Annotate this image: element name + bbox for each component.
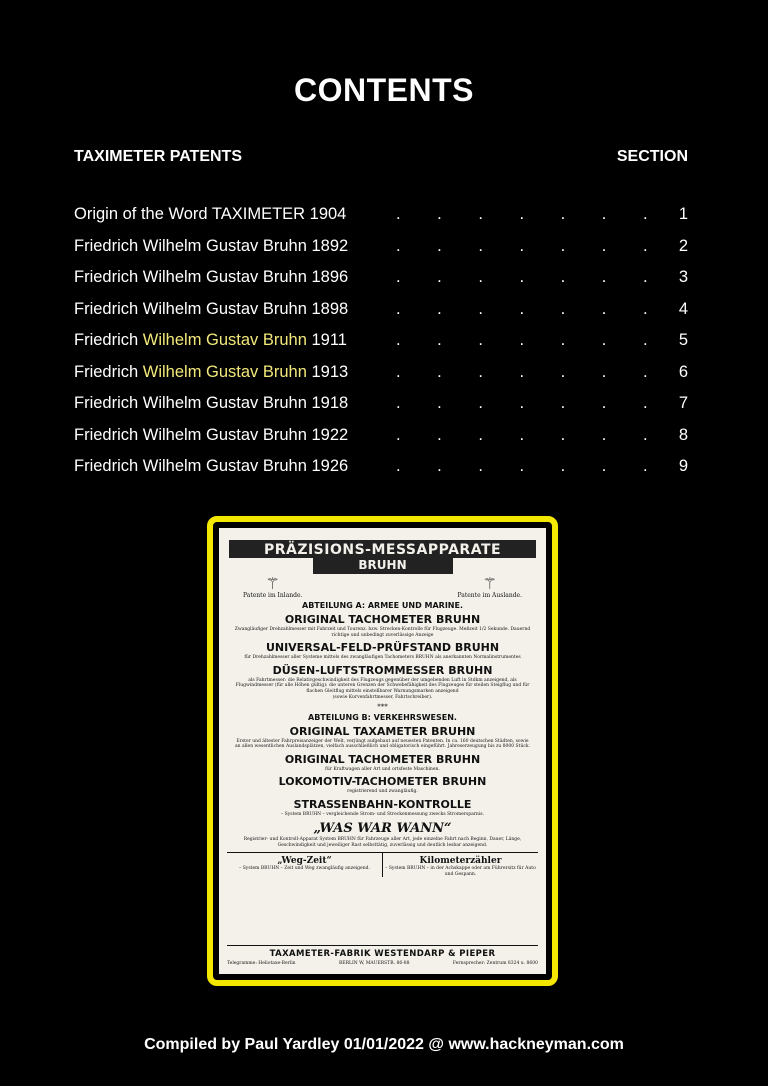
- toc-section-number: 9: [678, 457, 688, 475]
- trademark-logo-icon: ⚚: [482, 574, 497, 593]
- leader-dot: .: [519, 236, 525, 255]
- leader-dot: .: [642, 299, 648, 318]
- leader-dot: .: [560, 268, 566, 286]
- leader-dot: .: [437, 457, 442, 475]
- leader-dot: .: [642, 331, 648, 349]
- toc-row: [74, 200, 688, 232]
- leader-dot: .: [642, 457, 648, 475]
- leader-dot: .: [601, 205, 607, 223]
- leader-dot: .: [560, 394, 566, 412]
- toc-entry-title: [74, 326, 347, 354]
- highlighted-text: Wilhelm Gustav Bruhn: [142, 362, 307, 381]
- page-title: CONTENTS: [294, 72, 474, 108]
- footer-address: BERLIN W, MAUERSTR. 86-88: [339, 961, 410, 966]
- section-heading: SECTION: [616, 148, 688, 165]
- leader-dot: .: [478, 299, 483, 318]
- poster-banner-sub: BRUHN: [313, 558, 453, 574]
- leader-dot: .: [478, 331, 483, 349]
- leader-dot: .: [478, 205, 483, 223]
- entry-text: 1913: [306, 362, 349, 381]
- leader-dot: .: [642, 362, 648, 381]
- leader-dot: .: [519, 268, 525, 286]
- dot-leader: [396, 452, 646, 480]
- leader-dot: .: [560, 457, 566, 475]
- entry-text: Friedrich Wilhelm Gustav Bruhn 1918: [74, 394, 349, 412]
- entry-text: Friedrich Wilhelm Gustav Bruhn 1892: [74, 236, 349, 255]
- leader-dot: .: [396, 425, 401, 444]
- footer-telegram: Telegramme: Heliotaxe-Berlin: [227, 961, 296, 966]
- toc-entry-title: [74, 263, 348, 291]
- leader-dot: .: [601, 362, 607, 381]
- leader-dot: .: [437, 205, 442, 223]
- trademark-logo-icon: ⚚: [265, 574, 280, 593]
- leader-dot: .: [396, 268, 401, 286]
- toc-section-number: 6: [678, 362, 688, 381]
- patent-left: [243, 576, 302, 599]
- toc-section-number: 8: [678, 425, 688, 444]
- toc-section-number: 2: [678, 236, 688, 255]
- leader-dot: .: [560, 331, 566, 349]
- table-of-contents: [74, 200, 688, 484]
- leader-dot: .: [478, 425, 483, 444]
- leader-dot: .: [601, 268, 607, 286]
- toc-entry-title: [74, 232, 348, 260]
- leader-dot: .: [519, 362, 525, 381]
- product-title: UNIVERSAL-FELD-PRÜFSTAND BRUHN: [265, 641, 500, 654]
- box-text: – System BRUHN – in der Achskappe oder am Führersitz für Auto und Gespann.: [385, 866, 536, 877]
- leader-dot: .: [519, 331, 525, 349]
- leader-dot: .: [396, 331, 401, 349]
- kilometerzaehler-box: [382, 853, 538, 877]
- poster-frame: [207, 516, 558, 986]
- product-title: ORIGINAL TACHOMETER BRUHN: [284, 613, 481, 626]
- product-title: STRASSENBAHN-KONTROLLE: [293, 797, 472, 811]
- leader-dot: .: [642, 236, 648, 255]
- leader-dot: .: [396, 236, 401, 255]
- patents-abroad: Patente im Auslande.: [457, 592, 522, 599]
- dot-leader: [396, 200, 646, 228]
- toc-entry-title: [74, 200, 346, 228]
- toc-entry-title: [74, 358, 348, 386]
- leader-dot: .: [560, 299, 566, 318]
- product-title: DÜSEN-LUFTSTROMMESSER BRUHN: [272, 663, 493, 677]
- product-text: als Fahrtmesser: die Relativgeschwindigkeit des Flugzeugs gegenüber der umgebenden Luft in Stdkm anzeigend, als Flugwindmesser (für alle Höhen gültig): die unteren Grenzen der Schwebefähigkeit des Flugzeuges für steilen Steigflug und für flachen Gleitflug mittels einstellbarer Warnungsmarken anzeigend: [235, 677, 530, 694]
- dot-leader: [396, 421, 646, 449]
- section-b: ABTEILUNG B: VERKEHRSWESEN.: [308, 712, 457, 722]
- product-text: (sowie Kurvenfahrtmesser, Fahrtschreiber).: [332, 695, 433, 700]
- product-text: für Kraftwagen aller Art und ortsfeste Maschinen.: [325, 766, 440, 772]
- poster-boxes: [227, 852, 538, 877]
- leader-dot: .: [437, 268, 442, 286]
- leader-dot: .: [601, 394, 607, 412]
- entry-text: Origin of the Word TAXIMETER 1904: [74, 205, 347, 223]
- leader-dot: .: [601, 236, 607, 255]
- entry-text: Friedrich: [74, 331, 143, 349]
- leader-dot: .: [642, 425, 648, 444]
- product-text: für Drehzahlmesser aller Systeme mittels des zwangläufigen Tachometers BRUHN als anerkannten Normalinstrumentes: [244, 655, 521, 660]
- toc-entry-title: [74, 295, 348, 323]
- leader-dot: .: [437, 236, 442, 255]
- leader-dot: .: [519, 299, 525, 318]
- entry-text: Friedrich Wilhelm Gustav Bruhn 1896: [74, 268, 349, 286]
- dot-leader: [396, 295, 646, 323]
- patent-right: [458, 576, 523, 599]
- divider-stars: ***: [377, 702, 388, 711]
- leader-dot: .: [437, 299, 442, 318]
- dot-leader: [396, 358, 646, 386]
- leader-dot: .: [396, 394, 401, 412]
- patents-inland: Patente im Inlande.: [243, 592, 303, 599]
- dot-leader: [396, 263, 646, 291]
- product-text: registrierend und zwangläufig.: [347, 789, 418, 794]
- leader-dot: .: [478, 362, 483, 381]
- toc-section-number: 4: [678, 299, 688, 318]
- dot-leader: [396, 232, 646, 260]
- compiled-by-footer: Compiled by Paul Yardley 01/01/2022 @ www.hackneyman.com: [144, 1036, 624, 1053]
- leader-dot: .: [437, 362, 442, 381]
- toc-row: [74, 389, 688, 421]
- poster-banner: PRÄZISIONS-MESSAPPARATE: [229, 540, 536, 558]
- leader-dot: .: [437, 331, 442, 349]
- entry-text: Friedrich: [74, 362, 143, 381]
- leader-dot: .: [396, 299, 401, 318]
- product-text: Erster und ältester Fahrpreisanzeiger der Welt, verjüngt aufgebaut auf neuesten Patenten. In ca. 160 deutschen Städten, sowie an allen wesentlichen Auslandsplätzen, vielfach ausschließlich und obligatorisch eingeführt. Jahreserzeugung bis zu 8000 Stück.: [234, 738, 531, 749]
- product-title: LOKOMOTIV-TACHOMETER BRUHN: [278, 775, 487, 788]
- section-a: ABTEILUNG A: ARMEE UND MARINE.: [302, 601, 463, 610]
- leader-dot: .: [478, 236, 483, 255]
- leader-dot: .: [560, 205, 566, 223]
- product-text: Registrier- und Kontroll-Apparat System BRUHN für Fahrzeuge aller Art, jede einzelne Fahrt nach Beginn, Dauer, Länge, Geschwindigkeit und jeweiliger Rast selbsttätig, zuverlässig und deutlich lesbar anzeigend.: [243, 837, 522, 848]
- leader-dot: .: [478, 457, 483, 475]
- entry-text: 1911: [306, 331, 347, 349]
- toc-section-number: 1: [678, 205, 688, 223]
- entry-text: Friedrich Wilhelm Gustav Bruhn 1922: [74, 425, 349, 444]
- leader-dot: .: [642, 268, 648, 286]
- leader-dot: .: [601, 331, 607, 349]
- box-title: Kilometerzähler: [419, 856, 502, 866]
- toc-entry-title: [74, 452, 348, 480]
- dot-leader: [396, 326, 646, 354]
- toc-section-number: 7: [678, 394, 688, 412]
- highlighted-text: Wilhelm Gustav Bruhn: [142, 331, 307, 349]
- leader-dot: .: [437, 394, 442, 412]
- footer-details: [227, 961, 538, 966]
- toc-section-number: 3: [678, 268, 688, 286]
- toc-row: [74, 326, 688, 358]
- product-title: ORIGINAL TACHOMETER BRUHN: [284, 752, 481, 766]
- leader-dot: .: [437, 425, 442, 444]
- box-text: – System BRUHN – Zeit und Weg zwangläufig anzeigend.: [239, 866, 370, 871]
- toc-row: [74, 452, 688, 484]
- leader-dot: .: [642, 205, 648, 223]
- leader-dot: .: [519, 205, 525, 223]
- product-text: Zwangläufiger Drehzahlmesser mit Fahrzeit und Tourenz. bzw. Strecken-Kontrolle für Flugzeuge. Meßzeit 1/2 Sekunde. Dauernd richtige und unbedingt zuverlässige Anzeige: [234, 627, 531, 638]
- toc-entry-title: [74, 421, 348, 449]
- dot-leader: [396, 389, 646, 417]
- toc-section-number: 5: [678, 331, 688, 349]
- leader-dot: .: [601, 425, 607, 444]
- leader-dot: .: [560, 362, 566, 381]
- weg-zeit-box: [227, 853, 382, 877]
- leader-dot: .: [601, 299, 607, 318]
- leader-dot: .: [396, 457, 401, 475]
- entry-text: Friedrich Wilhelm Gustav Bruhn 1898: [74, 299, 349, 318]
- footer-phone: Fernsprecher: Zentrum 8324 u. 8600: [452, 961, 538, 966]
- leader-dot: .: [560, 236, 566, 255]
- footer-company: TAXAMETER-FABRIK WESTENDARP & PIEPER: [269, 949, 496, 959]
- leader-dot: .: [601, 457, 607, 475]
- toc-row: [74, 295, 688, 327]
- leader-dot: .: [519, 457, 525, 475]
- box-title: „Weg-Zeit“: [277, 856, 332, 866]
- leader-dot: .: [396, 362, 401, 381]
- product-title: ORIGINAL TAXAMETER BRUHN: [289, 724, 476, 738]
- leader-dot: .: [478, 394, 483, 412]
- toc-row: [74, 263, 688, 295]
- taximeter-patents-heading: TAXIMETER PATENTS: [74, 148, 242, 165]
- entry-text: Friedrich Wilhelm Gustav Bruhn 1926: [74, 457, 349, 475]
- toc-entry-title: [74, 389, 348, 417]
- toc-row: [74, 232, 688, 264]
- poster-footer: [227, 945, 538, 966]
- poster-logos: [243, 576, 522, 599]
- leader-dot: .: [519, 394, 525, 412]
- toc-row: [74, 421, 688, 453]
- leader-dot: .: [396, 205, 401, 223]
- advertisement-poster: [219, 528, 546, 974]
- product-text: – System BRUHN – vergleichende Strom- und Streckenmessung zwecks Stromersparnis.: [280, 811, 485, 817]
- leader-dot: .: [642, 394, 648, 412]
- leader-dot: .: [478, 268, 483, 286]
- leader-dot: .: [560, 425, 566, 444]
- leader-dot: .: [519, 425, 525, 444]
- was-war-wann-title: „WAS WAR WANN“: [313, 821, 452, 836]
- toc-row: [74, 358, 688, 390]
